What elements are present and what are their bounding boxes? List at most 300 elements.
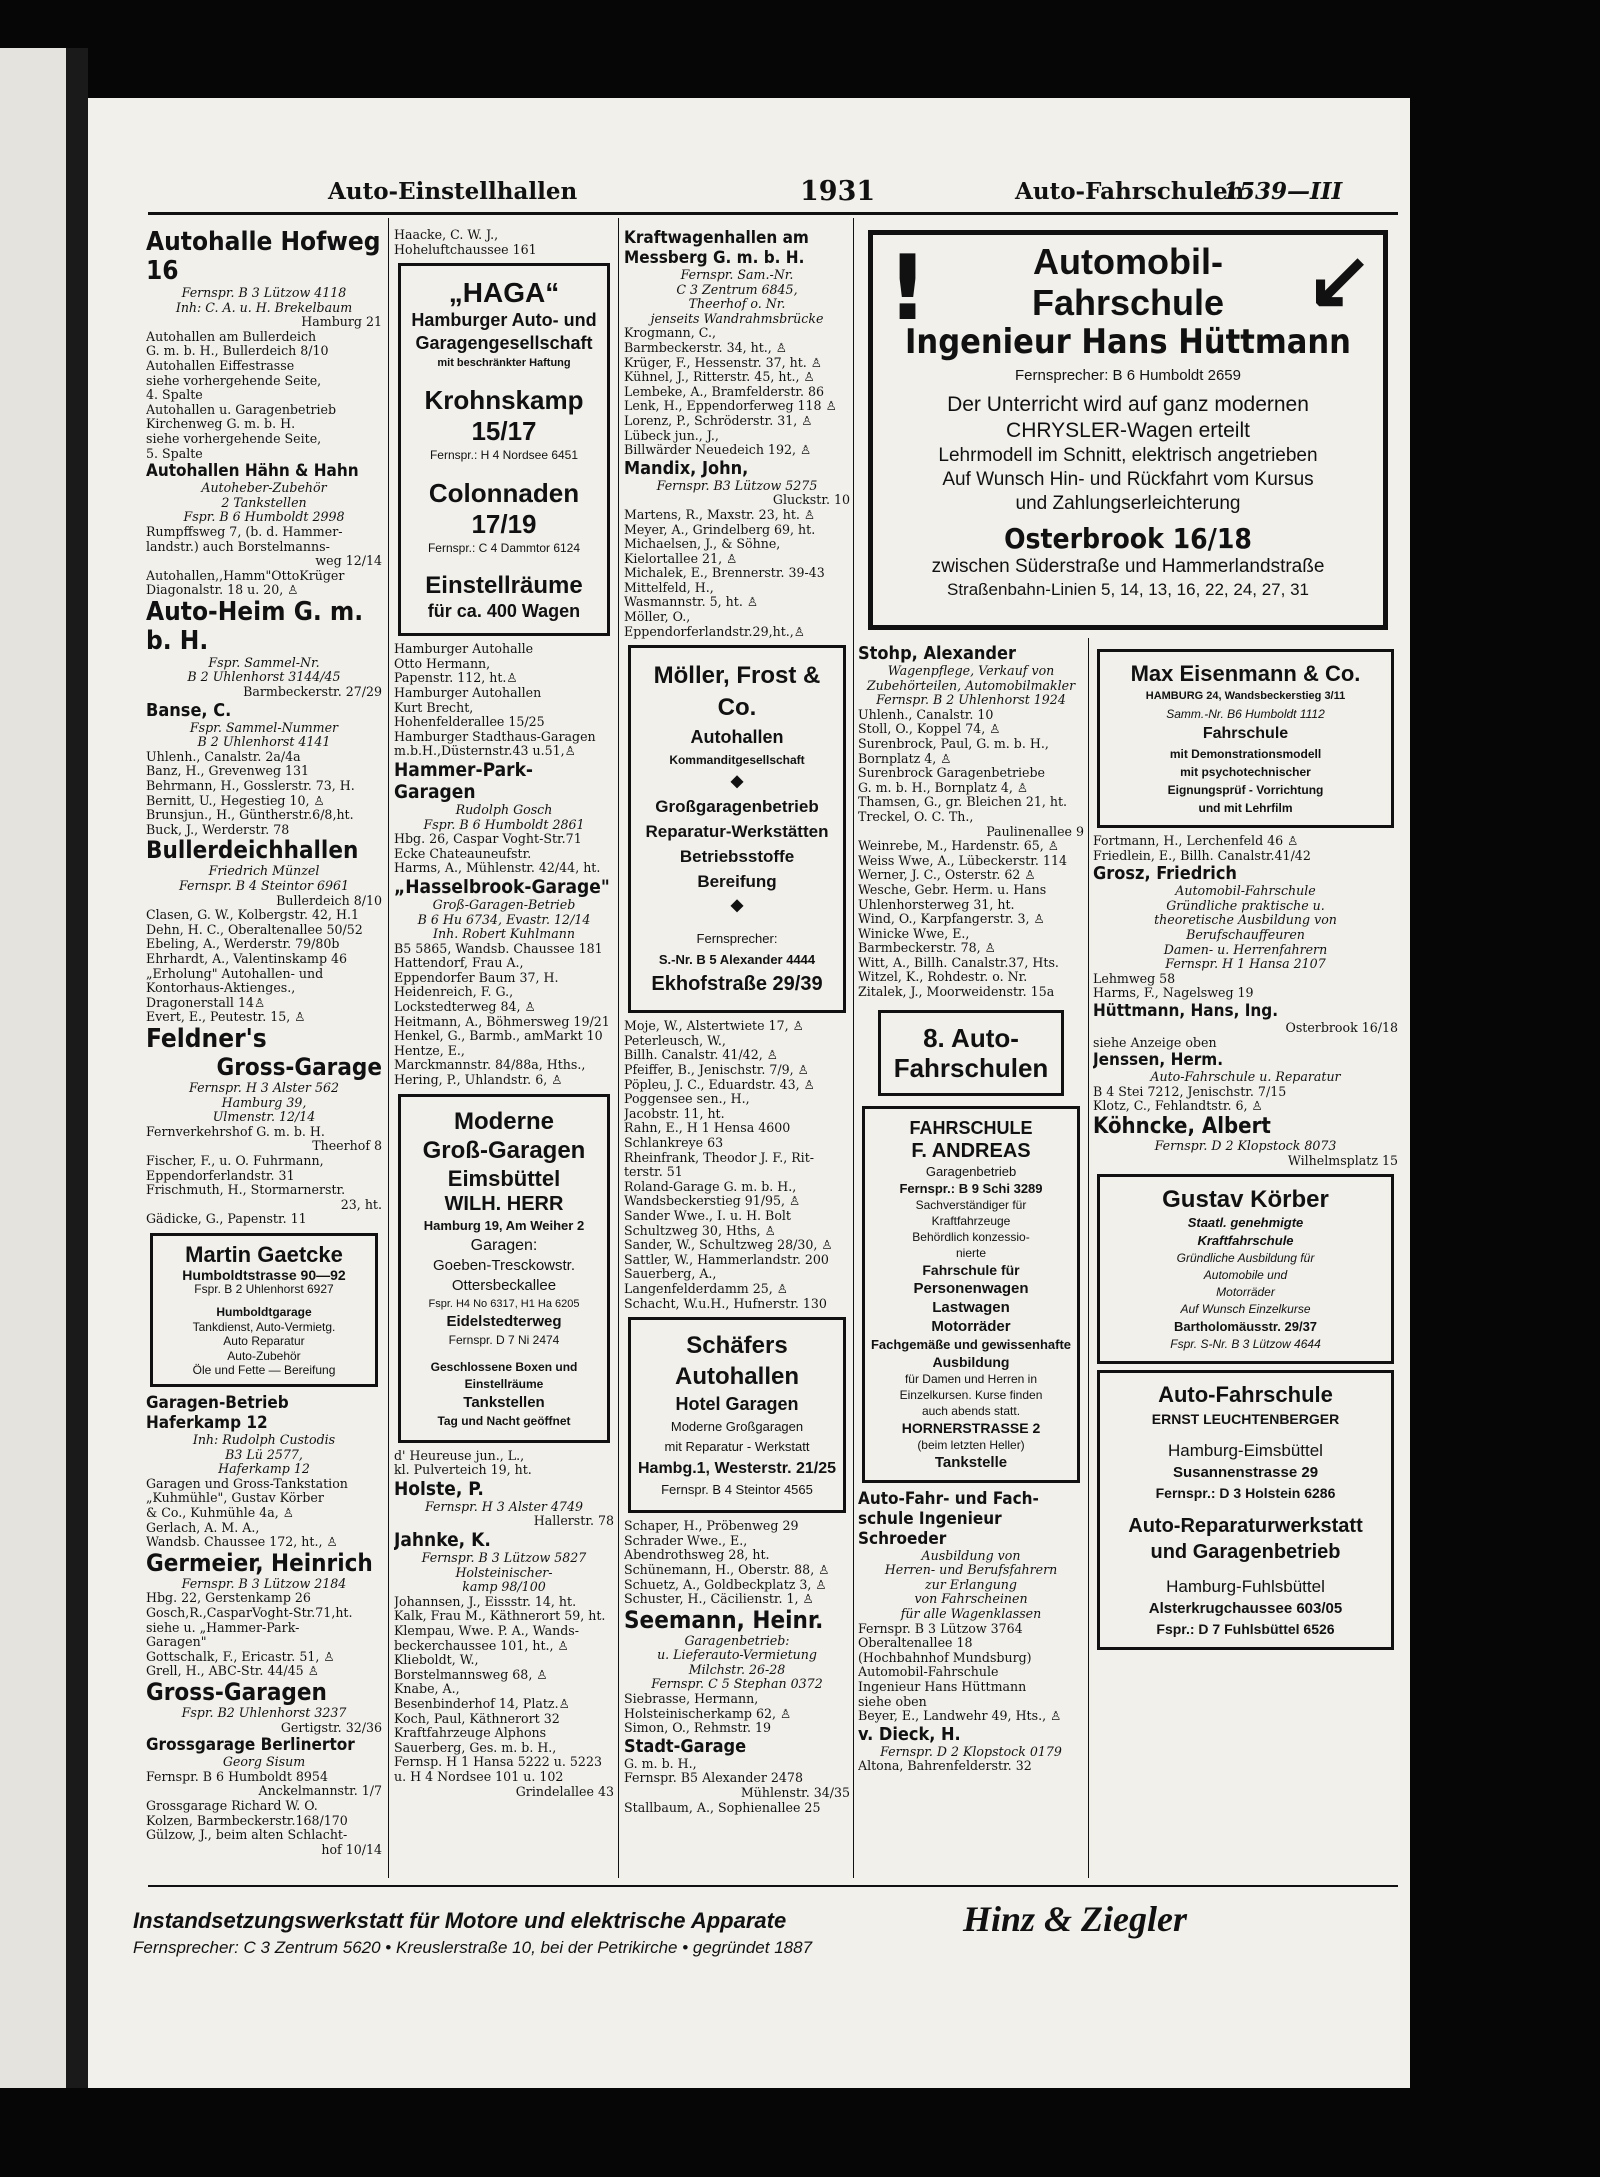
entry-line: Fernspr. B3 Lützow 5275 xyxy=(656,477,818,493)
koehncke-title: Köhncke, Albert xyxy=(1093,1113,1271,1139)
entry-line: Hallerstr. 78 xyxy=(533,1513,614,1529)
schaefers-ad-line: mit Reparatur - Werkstatt xyxy=(664,1439,810,1455)
moderne-ad-line: Eimsbüttel xyxy=(447,1165,561,1191)
gaetcke-ad-line: Fspr. B 2 Uhlenhorst 6927 xyxy=(194,1282,334,1297)
entry-line: Fspr. B 6 Humboldt 2998 xyxy=(183,509,345,525)
andreas-ad-line: Behördlich konzessio- xyxy=(912,1229,1030,1244)
entry-line: Rheinfrank, Theodor J. F., Rit- xyxy=(624,1149,815,1165)
entry-line: Zitalek, J., Moorweidenstr. 15a xyxy=(858,984,1055,1000)
entry-line: Stoll, O., Koppel 74, ♙ xyxy=(858,721,1001,737)
entry-line: Uhlenh., Canalstr. 10 xyxy=(858,706,994,722)
arrow-icon: ↙ xyxy=(1305,235,1373,324)
gaetcke-ad-line: Öle und Fette — Bereifung xyxy=(192,1363,336,1378)
entry-line: Möller, O., xyxy=(624,609,691,625)
entry-line: Simon, O., Rehmstr. 19 xyxy=(624,1720,772,1736)
entry-line: Billwärder Neuedeich 192, ♙ xyxy=(624,442,812,458)
entry-line: Sander Wwe., I. u. H. Bolt xyxy=(624,1207,791,1223)
entry-line: Berufschauffeuren xyxy=(1186,926,1305,942)
entry-line: Krüger, F., Hessenstr. 37, ht. ♙ xyxy=(624,354,823,370)
moderne-ad-line: Eidelstedterweg xyxy=(446,1312,562,1330)
entry-line: Ulmenstr. 12/14 xyxy=(212,1109,316,1125)
andreas-ad-line: auch abends statt. xyxy=(921,1403,1021,1418)
entry-line: Hamburg 39, xyxy=(221,1094,307,1110)
andreas-ad-line: für Damen und Herren in xyxy=(904,1371,1038,1386)
entry-line: Papenstr. 112, ht.♙ xyxy=(394,670,518,686)
leuchtenberger-ad xyxy=(1097,1370,1394,1650)
andreas-ad-line: Einzelkursen. Kurse finden xyxy=(899,1387,1043,1402)
header-right: Auto-Fahrschulen xyxy=(1015,178,1245,205)
entry-line: Sander, W., Schultzweg 28/30, ♙ xyxy=(624,1237,833,1253)
leuchtenberger-ad-line: Auto-Reparaturwerkstatt xyxy=(1128,1515,1363,1538)
haga-ad-line: Einstellräume xyxy=(425,572,583,600)
entry-line: Johannsen, J., Eissstr. 14, ht. xyxy=(394,1593,577,1609)
hammer-title: Hammer-Park-Garagen xyxy=(394,758,534,803)
entry-line: Inh: Rudolph Custodis xyxy=(192,1432,336,1448)
leuchtenberger-ad-line: Auto-Fahrschule xyxy=(1158,1382,1333,1408)
moeller-ad-line: Ekhofstraße 29/39 xyxy=(651,973,823,996)
entry-line: Gertigstr. 32/36 xyxy=(280,1719,382,1735)
huettmann-ad-line: Automobil- xyxy=(1033,241,1223,282)
entry-line: Klieboldt, W., xyxy=(394,1652,479,1668)
column-rule xyxy=(618,218,619,1878)
entry-line: Henkel, G., Barmb., amMarkt 10 xyxy=(394,1028,603,1044)
entry-line: Hering, P., Uhlandstr. 6, ♙ xyxy=(394,1072,563,1088)
banse-title: Banse, C. xyxy=(146,699,232,721)
entry-line: Auto-Fahrschule u. Reparatur xyxy=(1150,1069,1341,1085)
entry-line: Sattler, W., Hammerlandstr. 200 xyxy=(624,1251,829,1267)
andreas-ad-line: Motorräder xyxy=(931,1317,1011,1335)
entry-line: Abendrothsweg 28, ht. xyxy=(624,1547,770,1563)
moeller-ad-line: Möller, Frost & Co. xyxy=(653,662,821,722)
entry-line: weg 12/14 xyxy=(315,553,382,569)
entry-line: Moje, W., Alstertwiete 17, ♙ xyxy=(624,1018,804,1034)
entry-line: Rumpffsweg 7, (b. d. Hammer- xyxy=(146,523,343,539)
column-rule xyxy=(388,218,389,1878)
schaefers-ad-line: Moderne Großgaragen xyxy=(670,1419,804,1435)
entry-line: Autohallen u. Garagenbetrieb xyxy=(146,401,337,417)
jenssen-title: Jenssen, Herm. xyxy=(1093,1050,1224,1071)
entry-line: (Hochbahnhof Mundsburg) xyxy=(858,1649,1032,1665)
leuchtenberger-ad-line: Fernspr.: D 3 Holstein 6286 xyxy=(1155,1485,1336,1502)
entry-line: m.b.H.,Düsternstr.43 u.51,♙ xyxy=(394,743,576,759)
entry-line: Ebeling, A., Werderstr. 79/80b xyxy=(146,936,340,952)
entry-line: Beyer, E., Landwehr 49, Hts., ♙ xyxy=(858,1708,1062,1724)
entry-line: Lockstedterweg 84, ♙ xyxy=(394,999,536,1015)
gaetcke-ad-line: Auto-Zubehör xyxy=(227,1348,301,1363)
entry-line: Anckelmannstr. 1/7 xyxy=(258,1783,382,1799)
entry-line: Fortmann, H., Lerchenfeld 46 ♙ xyxy=(1093,833,1299,848)
section-8-heading-line: Fahrschulen xyxy=(893,1052,1049,1083)
exclamation-icon: ! xyxy=(887,236,929,341)
entry-line: Paulinenallee 9 xyxy=(986,823,1084,839)
entry-line: Witt, A., Billh. Canalstr.37, Hts. xyxy=(858,954,1059,970)
entry-line: Fernspr. B 3 Lützow 3764 xyxy=(858,1620,1023,1636)
entry-line: von Fahrscheinen xyxy=(914,1591,1028,1607)
entry-line: Pfeiffer, B., Jenischstr. 7/9, ♙ xyxy=(624,1062,809,1078)
entry-line: Kurt Brecht, xyxy=(394,699,474,715)
mandix-title: Mandix, John, xyxy=(624,457,749,479)
entry-line: Kolzen, Barmbeckerstr.168/170 xyxy=(146,1812,348,1828)
entry-line: beckerchaussee 101, ht., ♙ xyxy=(394,1637,569,1653)
entry-line: Gluckstr. 10 xyxy=(772,492,850,508)
entry-line: B3 Lü 2577, xyxy=(225,1446,303,1462)
entry-line: Heitmann, A., Böhmersweg 19/21 xyxy=(394,1013,610,1029)
entry-line: Kühnel, J., Ritterstr. 45, ht., ♙ xyxy=(624,369,815,385)
entry-line: Haferkamp 12 xyxy=(218,1461,310,1477)
moeller-ad-line: Reparatur-Werkstätten xyxy=(645,822,829,842)
entry-line: G. m. b. H., Bullerdeich 8/10 xyxy=(146,343,329,359)
column-2 xyxy=(394,228,614,1883)
entry-line: Automobil-Fahrschule xyxy=(858,1664,999,1680)
entry-line: Marckmannstr. 84/88a, Hths., xyxy=(394,1057,586,1073)
schaefers-ad-line: Schäfers Autohallen xyxy=(675,1332,799,1391)
haga-ad-line: Garagengesellschaft xyxy=(415,333,593,354)
andreas-ad-line: Tankstelle xyxy=(934,1453,1008,1471)
haga-ad-line: „HAGA“ xyxy=(448,277,560,309)
moeller-ad-line: S.-Nr. B 5 Alexander 4444 xyxy=(658,952,816,968)
moderne-ad-line: WILH. HERR xyxy=(444,1192,564,1215)
berliner-title: Grossgarage Berlinertor xyxy=(146,1735,355,1756)
moeller-ad-line: Bereifung xyxy=(697,872,777,892)
moderne-ad xyxy=(398,1094,610,1443)
entry-line: Damen- u. Herrenfahrern xyxy=(1163,941,1328,957)
entry-line: B 6 Hu 6734, Evastr. 12/14 xyxy=(417,911,591,927)
page-number: 1539—III xyxy=(1223,178,1343,205)
andreas-ad-line: HORNERSTRASSE 2 xyxy=(901,1419,1041,1436)
entry-line: Mittelfeld, H., xyxy=(624,579,714,595)
entry-line: Georg Sisum xyxy=(222,1754,306,1770)
haferkamp-title: Garagen-Betrieb Haferkamp 12 xyxy=(146,1393,289,1434)
entry-line: für alle Wagenklassen xyxy=(900,1606,1042,1622)
moeller-ad-line: Fernsprecher: xyxy=(696,931,778,947)
entry-line: Gosch,R.,CasparVoght-Str.71,ht. xyxy=(146,1604,353,1620)
moeller-ad-line: ◆ xyxy=(730,773,744,791)
entry-line: Gerlach, A. M. A., xyxy=(146,1519,260,1535)
koerber-ad-line: Staatl. genehmigte xyxy=(1187,1215,1304,1231)
entry-line: Wandsb. Chaussee 172, ht., ♙ xyxy=(146,1534,338,1550)
entry-line: Theerhof o. Nr. xyxy=(688,296,786,312)
entry-line: Winicke Wwe, E., xyxy=(858,925,970,941)
entry-line: Milchstr. 26-28 xyxy=(688,1661,786,1677)
entry-line: Kraftfahrzeuge Alphons xyxy=(394,1725,547,1741)
andreas-ad-line: Personenwagen xyxy=(913,1279,1029,1297)
entry-line: Hamburg 21 xyxy=(301,314,382,330)
entry-line: theoretische Ausbildung von xyxy=(1154,912,1337,928)
directory-page xyxy=(88,98,1410,2088)
haga-ad-line: Krohnskamp 15/17 xyxy=(424,385,584,447)
entry-line: Fernspr. H 3 Alster 562 xyxy=(189,1079,339,1095)
entry-line: Surenbrock, Paul, G. m. b. H., xyxy=(858,735,1049,751)
entry-line: Inh: C. A. u. H. Brekelbaum xyxy=(175,299,353,315)
entry-line: Clasen, G. W., Kolbergstr. 42, H.1 xyxy=(146,907,360,923)
entry-line: „Erholung" Autohallen- und xyxy=(146,965,324,981)
entry-line: kl. Pulverteich 19, ht. xyxy=(394,1462,532,1478)
koerber-ad-line: Fspr. S-Nr. B 3 Lützow 4644 xyxy=(1170,1337,1321,1352)
entry-line: Wasmannstr. 5, ht. ♙ xyxy=(624,594,759,610)
koerber-ad-line: Kraftfahrschule xyxy=(1197,1233,1294,1249)
book-spine xyxy=(66,48,88,2088)
eisenmann-ad-line: Max Eisenmann & Co. xyxy=(1130,661,1361,686)
entry-line: Fischer, F., u. O. Fuhrmann, xyxy=(146,1152,324,1168)
entry-line: Bornplatz 4, ♙ xyxy=(858,750,952,766)
grosz-title: Grosz, Friedrich xyxy=(1093,863,1237,885)
moderne-ad-line: Geschlossene Boxen und xyxy=(430,1359,578,1374)
entry-line: Fernspr. B 2 Uhlenhorst 1924 xyxy=(876,692,1066,708)
entry-line: Lembeke, A., Bramfelderstr. 86 xyxy=(624,383,825,399)
entry-line: siehe Anzeige oben xyxy=(1093,1034,1217,1050)
entry-line: Bernitt, U., Hegestieg 10, ♙ xyxy=(146,792,325,808)
entry-line: Otto Hermann, xyxy=(394,655,491,671)
entry-line: Barmbeckerstr. 27/29 xyxy=(243,684,382,700)
stohp-title: Stohp, Alexander xyxy=(858,643,1016,664)
entry-line: Klotz, C., Fehlandtstr. 6, ♙ xyxy=(1093,1098,1263,1114)
huettmann-ad-line: CHRYSLER-Wagen erteilt xyxy=(1006,419,1250,442)
entry-line: Schünemann, H., Oberstr. 88, ♙ xyxy=(624,1561,830,1577)
leuchtenberger-ad-line: Hamburg-Fuhlsbüttel xyxy=(1166,1577,1325,1597)
leuchtenberger-ad-line: Susannenstrasse 29 xyxy=(1172,1464,1319,1482)
entry-line: Grell, H., ABC-Str. 44/45 ♙ xyxy=(146,1663,319,1679)
eisenmann-ad-line: Eignungsprüf - Vorrichtung xyxy=(1167,783,1324,797)
entry-line: Knabe, A., xyxy=(394,1681,460,1697)
entry-line: Schrader Wwe., E., xyxy=(624,1532,748,1548)
koerber-ad-line: Motorräder xyxy=(1216,1285,1275,1300)
moderne-ad-line: Goeben-Tresckowstr. xyxy=(433,1256,575,1274)
moderne-ad-line: Moderne xyxy=(453,1107,554,1135)
eisenmann-ad-line: mit Demonstrationsmodell xyxy=(1169,747,1322,761)
hasselbrook-title: „Hasselbrook-Garage" xyxy=(394,875,610,898)
kraftwagen-title: Kraftwagenhallen am Messberg G. m. b. H. xyxy=(624,228,809,268)
entry-line: Evert, E., Peutestr. 15, ♙ xyxy=(146,1009,306,1025)
leuchtenberger-ad-line: Hamburg-Eimsbüttel xyxy=(1168,1441,1323,1461)
entry-line: Surenbrock Garagenbetriebe xyxy=(858,765,1045,781)
entry-line: hof 10/14 xyxy=(321,1841,382,1857)
entry-line: Treckel, O. C. Th., xyxy=(858,808,974,824)
entry-line: Pöpleu, J. C., Eduardstr. 43, ♙ xyxy=(624,1076,815,1092)
entry-line: C 3 Zentrum 6845, xyxy=(676,281,798,297)
entry-line: Kontorhaus-Aktienges., xyxy=(146,980,296,996)
entry-line: Herren- und Berufsfahrern xyxy=(884,1562,1058,1578)
andreas-ad-line: Kraftfahrzeuge xyxy=(931,1213,1011,1228)
entry-line: Osterbrook 16/18 xyxy=(1285,1019,1398,1035)
entry-line: Oberaltenallee 18 xyxy=(858,1635,973,1651)
entry-line: Barmbeckerstr. 34, ht., ♙ xyxy=(624,339,788,355)
entry-line: Uhlenhorsterweg 31, ht. xyxy=(858,896,1015,912)
entry-line: Fernspr. B 3 Lützow 4118 xyxy=(181,285,347,300)
entry-line: Diagonalstr. 18 u. 20, ♙ xyxy=(146,582,299,598)
entry-line: Kielortallee 21, ♙ xyxy=(624,550,738,566)
moderne-ad-line: Einstellräume xyxy=(464,1376,544,1391)
entry-line: Fernverkehrshof G. m. b. H. xyxy=(146,1123,325,1139)
hofweg-title: Autohalle Hofweg 16 xyxy=(146,228,381,286)
entry-line: Eppendorferlandstr.29,ht.,♙ xyxy=(624,623,806,639)
entry-line: Gründliche praktische u. xyxy=(1166,897,1325,913)
entry-line: Holsteinischerkamp 62, ♙ xyxy=(624,1705,792,1721)
andreas-ad-line: Lastwagen xyxy=(932,1298,1010,1316)
schroeder-title: Auto-Fahr- und Fach-schule Ingenieur Schroeder xyxy=(858,1488,1039,1549)
entry-line: Weinrebe, M., Hardenstr. 65, ♙ xyxy=(858,838,1060,854)
entry-line: Fspr. B2 Uhlenhorst 3237 xyxy=(181,1704,347,1720)
entry-line: 4. Spalte xyxy=(146,387,203,403)
entry-line: Martens, R., Maxstr. 23, ht. ♙ xyxy=(624,506,816,522)
seemann-title: Seemann, Heinr. xyxy=(624,1605,824,1634)
entry-line: Michalek, E., Brennerstr. 39-43 xyxy=(624,565,825,581)
entry-line: Fernspr. D 2 Klopstock 8073 xyxy=(1154,1137,1337,1153)
entry-line: Haacke, C. W. J., xyxy=(394,228,499,242)
entry-line: Gädicke, G., Papenstr. 11 xyxy=(146,1211,307,1227)
entry-line: Schultzweg 30, Hths, ♙ xyxy=(624,1222,776,1238)
koerber-ad-line: Gustav Körber xyxy=(1162,1186,1329,1214)
entry-line: Fernspr. C 5 Stephan 0372 xyxy=(651,1676,823,1692)
entry-line: Schuetz, A., Goldbeckplatz 3, ♙ xyxy=(624,1576,827,1592)
entry-line: Autohallen am Bullerdeich xyxy=(146,328,317,344)
entry-line: Autohallen,,Hamm"OttoKrüger xyxy=(146,567,345,583)
leuchtenberger-ad-line: Alsterkrugchaussee 603/05 xyxy=(1148,1600,1343,1618)
huettmann-ad-line: zwischen Süderstraße und Hammerlandstraße xyxy=(931,556,1325,577)
entry-line: Ehrhardt, A., Valentinskamp 46 xyxy=(146,950,348,966)
entry-line: Poggensee sen., H., xyxy=(624,1091,750,1107)
entry-line: & Co., Kuhmühle 4a, ♙ xyxy=(146,1505,295,1520)
entry-line: Behrmann, H., Gosslerstr. 73, H. xyxy=(146,778,355,794)
schaefers-ad-line: Hotel Garagen xyxy=(675,1394,799,1415)
entry-line: Meyer, A., Grindelberg 69, ht. xyxy=(624,521,816,537)
column-3 xyxy=(624,228,850,1883)
entry-line: siehe vorhergehende Seite, xyxy=(146,430,322,446)
entry-line: 5. Spalte xyxy=(146,445,203,461)
entry-line: jenseits Wandrahmsbrücke xyxy=(650,310,824,326)
gaetcke-ad-line: Tankdienst, Auto-Vermietg. xyxy=(192,1319,336,1334)
moderne-ad-line: Ottersbeckallee xyxy=(451,1276,557,1294)
andreas-ad-line: nierte xyxy=(955,1245,987,1260)
andreas-ad-line: Garagenbetrieb xyxy=(925,1163,1017,1179)
entry-line: u. H 4 Nordsee 101 u. 102 xyxy=(394,1768,564,1784)
entry-line: Witzel, K., Rohdestr. o. Nr. xyxy=(858,969,1028,985)
entry-line: Automobil-Fahrschule xyxy=(1175,883,1316,899)
holste-title: Holste, P. xyxy=(394,1477,484,1500)
entry-line: Lübeck jun., J., xyxy=(624,427,719,443)
entry-line: Barmbeckerstr. 78, ♙ xyxy=(858,940,996,956)
moderne-ad-line: Fernspr. D 7 Ni 2474 xyxy=(448,1332,560,1347)
entry-line: Kirchenweg G. m. b. H. xyxy=(146,416,296,432)
entry-line: Michaelsen, J., & Söhne, xyxy=(624,536,781,552)
gaetcke-ad-line: Humboldtgarage xyxy=(216,1305,312,1320)
entry-line: Grindelallee 43 xyxy=(515,1783,614,1799)
entry-line: Fspr. Sammel-Nummer xyxy=(189,719,339,735)
huettmann-ad-line: Ingenieur Hans Hüttmann xyxy=(905,322,1351,362)
entry-line: Dragonerstall 14♙ xyxy=(146,994,266,1010)
entry-line: Heidenreich, F. G., xyxy=(394,984,514,1000)
andreas-ad-line: Sachverständiger für xyxy=(915,1197,1027,1212)
huettmann-ad-line: Der Unterricht wird auf ganz modernen xyxy=(947,393,1309,416)
entry-line: Garagenbetrieb: xyxy=(684,1632,790,1648)
gaetcke-ad-line: Auto Reparatur xyxy=(223,1334,305,1349)
gaetcke-ad xyxy=(150,1233,378,1387)
entry-line: Holsteinischer- xyxy=(455,1564,553,1580)
entry-line: Sauerberg, A., xyxy=(624,1266,717,1282)
entry-line: Garagen" xyxy=(146,1634,207,1650)
entry-line: Lorenz, P., Schröderstr. 31, ♙ xyxy=(624,412,813,428)
huettmann-ad-line: Auf Wunsch Hin- und Rückfahrt vom Kursus xyxy=(942,469,1314,490)
header-year: 1931 xyxy=(800,176,876,207)
huettmann-title: Hüttmann, Hans, Ing. xyxy=(1093,1000,1279,1021)
entry-line: Fernspr. B 3 Lützow 5827 xyxy=(421,1550,587,1565)
haehn-title: Autohallen Hähn & Hahn xyxy=(146,461,359,482)
entry-line: Hohenfelderallee 15/25 xyxy=(394,714,545,730)
entry-line: Wilhelmsplatz 15 xyxy=(1287,1152,1398,1168)
huettmann-ad-line: Fahrschule xyxy=(1031,282,1225,323)
andreas-ad-line: F. ANDREAS xyxy=(911,1139,1031,1162)
entry-line: Sauerberg, Ges. m. b. H., xyxy=(394,1739,557,1755)
haga-ad-line: Fernspr.: H 4 Nordsee 6451 xyxy=(429,448,579,463)
entry-line: Rahn, E., H 1 Hensa 4600 xyxy=(624,1120,791,1136)
koerber-ad-line: Auf Wunsch Einzelkurse xyxy=(1180,1302,1311,1317)
footer-rule xyxy=(148,1885,1398,1887)
moeller-ad-line: Autohallen xyxy=(690,727,784,748)
huettmann-ad-line: Fernsprecher: B 6 Humboldt 2659 xyxy=(1015,367,1241,384)
leuchtenberger-ad-line: Fspr.: D 7 Fuhlsbüttel 6526 xyxy=(1156,1621,1335,1638)
entry-line: Hattendorf, Frau A., xyxy=(394,955,524,971)
entry-line: siehe vorhergehende Seite, xyxy=(146,372,322,388)
entry-line: Fernspr. H 3 Alster 4749 xyxy=(425,1498,583,1514)
entry-line: Autoheber-Zubehör xyxy=(201,480,327,496)
entry-line: Fernspr. B 3 Lützow 2184 xyxy=(181,1575,347,1591)
koerber-ad-line: Gründliche Ausbildung für xyxy=(1176,1251,1315,1266)
entry-line: Ecke Chateauneufstr. xyxy=(394,845,532,861)
entry-line: zur Erlangung xyxy=(925,1576,1017,1592)
entry-line: Lehmweg 58 xyxy=(1093,970,1176,986)
entry-line: Langenfelderdamm 25, ♙ xyxy=(624,1280,789,1296)
entry-line: Kalk, Frau M., Käthnerort 59, ht. xyxy=(394,1608,606,1624)
entry-line: Rudolph Gosch xyxy=(455,801,553,817)
moderne-ad-line: Fspr. H4 No 6317, H1 Ha 6205 xyxy=(428,1297,580,1310)
entry-line: Stallbaum, A., Sophienallee 25 xyxy=(624,1799,821,1815)
entry-line: Hamburger Autohallen xyxy=(394,684,542,700)
eisenmann-ad xyxy=(1097,649,1394,828)
huettmann-ad xyxy=(868,230,1388,630)
footer-ad xyxy=(133,1898,1393,1968)
entry-line: Altona, Bahrenfelderstr. 32 xyxy=(858,1758,1032,1774)
eisenmann-ad-line: Fahrschule xyxy=(1202,725,1289,742)
entry-line: Hbg. 22, Gerstenkamp 26 xyxy=(146,1590,311,1606)
entry-line: Fernspr. B5 Alexander 2478 xyxy=(624,1770,803,1786)
entry-line: B 4 Stei 7212, Jenischstr. 7/15 xyxy=(1093,1083,1287,1099)
entry-line: Koch, Paul, Käthnerort 32 xyxy=(394,1710,560,1726)
entry-line: Besenbinderhof 14, Platz.♙ xyxy=(394,1695,570,1711)
moderne-ad-line: Garagen: xyxy=(470,1236,538,1254)
entry-line: Buck, J., Werderstr. 78 xyxy=(146,821,290,837)
entry-line: Hentze, E., xyxy=(394,1042,465,1058)
andreas-ad-line: (beim letzten Heller) xyxy=(917,1437,1025,1452)
entry-line: Eppendorfer Baum 37, H. xyxy=(394,969,559,985)
entry-line: Fernspr. H 1 Hansa 2107 xyxy=(1165,956,1326,972)
footer-brand: Hinz & Ziegler xyxy=(963,1899,1187,1939)
haga-ad xyxy=(398,263,610,636)
entry-line: Garagen und Gross-Tankstation xyxy=(146,1475,348,1491)
column-rule xyxy=(853,218,854,1878)
entry-line: Friedlein, E., Billh. Canalstr.41/42 xyxy=(1093,847,1311,863)
entry-line: u. Lieferauto-Vermietung xyxy=(657,1647,817,1663)
entry-line: Ingenieur Hans Hüttmann xyxy=(858,1679,1027,1694)
stadt-title: Stadt-Garage xyxy=(624,1735,747,1757)
entry-line: Krogmann, C., xyxy=(624,325,716,341)
huettmann-ad-line: und Zahlungserleichterung xyxy=(1015,493,1241,514)
leuchtenberger-ad-line: und Garagenbetrieb xyxy=(1150,1541,1341,1564)
entry-line: Uhlenh., Canalstr. 2a/4a xyxy=(146,748,301,764)
entry-line: Wesche, Gebr. Herm. u. Hans xyxy=(858,881,1047,897)
entry-line: terstr. 51 xyxy=(624,1164,683,1180)
entry-line: Wind, O., Karpfangerstr. 3, ♙ xyxy=(858,911,1045,927)
entry-line: landstr.) auch Borstelmanns- xyxy=(146,538,330,554)
koerber-ad-line: Bartholomäusstr. 29/37 xyxy=(1173,1319,1318,1335)
